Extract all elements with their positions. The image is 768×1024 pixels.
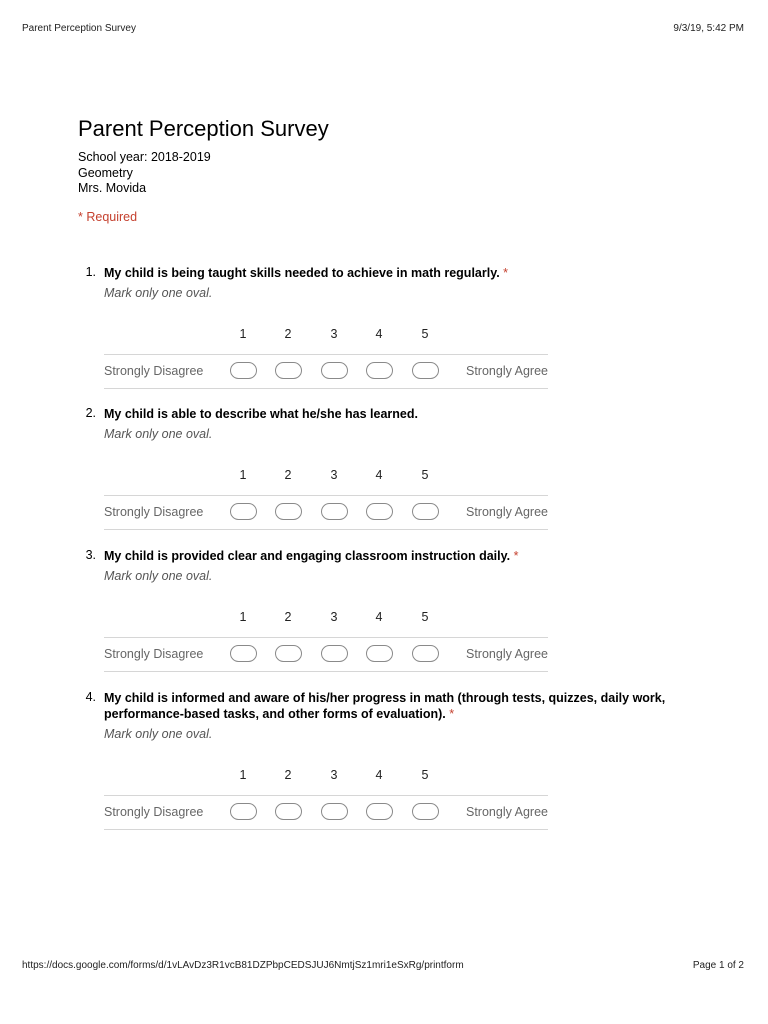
question-label: My child is provided clear and engaging classroom instruction daily.	[104, 549, 511, 563]
scale-numbers	[0, 327, 768, 343]
scale-number: 5	[421, 327, 429, 341]
scale-option-oval-4[interactable]	[366, 803, 393, 820]
scale-numbers	[0, 468, 768, 484]
description-line-school-year: School year: 2018-2019	[78, 150, 211, 164]
print-header-timestamp: 9/3/19, 5:42 PM	[673, 23, 744, 34]
scale-option-oval-2[interactable]	[275, 503, 302, 520]
scale-number: 1	[239, 468, 247, 482]
linear-scale-row	[104, 637, 548, 672]
description-line-course: Geometry	[78, 165, 133, 180]
scale-number: 4	[375, 327, 383, 341]
scale-option-oval-3[interactable]	[321, 503, 348, 520]
question-hint: Mark only one oval.	[104, 727, 213, 741]
scale-low-label: Strongly Disagree	[104, 805, 204, 819]
scale-option-oval-5[interactable]	[412, 645, 439, 662]
description-line-teacher: Mrs. Movida	[78, 181, 147, 195]
scale-option-oval-3[interactable]	[321, 645, 348, 662]
question-number: 2.	[85, 406, 96, 420]
required-note: * Required	[78, 210, 138, 224]
linear-scale-row	[104, 354, 548, 389]
scale-option-oval-5[interactable]	[412, 362, 439, 379]
question-text	[104, 265, 674, 281]
form-description	[78, 150, 211, 197]
scale-low-label: Strongly Disagree	[104, 364, 204, 378]
scale-option-oval-4[interactable]	[366, 362, 393, 379]
scale-option-oval-5[interactable]	[412, 803, 439, 820]
scale-number: 4	[375, 468, 383, 482]
print-footer-url: https://docs.google.com/forms/d/1vLAvDz3R1vcB81DZPbpCEDSJUJ6NmtjSz1mri1eSxRg/printform	[22, 960, 464, 971]
question-text	[104, 548, 674, 564]
scale-option-oval-2[interactable]	[275, 803, 302, 820]
scale-number: 3	[330, 327, 338, 341]
scale-option-oval-1[interactable]	[230, 803, 257, 820]
linear-scale-row	[104, 795, 548, 830]
question-text	[104, 406, 674, 422]
scale-option-oval-5[interactable]	[412, 503, 439, 520]
scale-number: 3	[330, 468, 338, 482]
required-asterisk: *	[499, 266, 509, 280]
scale-number: 5	[421, 468, 429, 482]
question-label: My child is informed and aware of his/her progress in math (through tests, quizzes, daily work, performance-based tasks, and other forms of evaluation).	[104, 691, 666, 721]
scale-option-oval-1[interactable]	[230, 503, 257, 520]
print-footer-page: Page 1 of 2	[692, 960, 744, 971]
scale-number: 1	[239, 768, 247, 782]
scale-numbers	[0, 610, 768, 626]
form-title: Parent Perception Survey	[78, 116, 329, 141]
scale-option-oval-1[interactable]	[230, 362, 257, 379]
scale-high-label: Strongly Agree	[466, 647, 548, 661]
scale-number: 4	[375, 768, 383, 782]
question-number: 4.	[85, 690, 96, 704]
scale-low-label: Strongly Disagree	[104, 505, 204, 519]
scale-high-label: Strongly Agree	[466, 805, 548, 819]
scale-number: 2	[284, 768, 292, 782]
scale-number: 2	[284, 327, 292, 341]
scale-high-label: Strongly Agree	[466, 505, 548, 519]
scale-number: 5	[421, 768, 429, 782]
scale-number: 2	[284, 468, 292, 482]
scale-option-oval-4[interactable]	[366, 645, 393, 662]
question-label: My child is able to describe what he/she has learned.	[104, 407, 418, 421]
scale-high-label: Strongly Agree	[466, 364, 548, 378]
question-hint: Mark only one oval.	[104, 286, 213, 300]
scale-number: 3	[330, 610, 338, 624]
scale-option-oval-3[interactable]	[321, 803, 348, 820]
scale-number: 1	[239, 610, 247, 624]
scale-option-oval-4[interactable]	[366, 503, 393, 520]
question-label: My child is being taught skills needed to achieve in math regularly.	[104, 266, 500, 280]
question-text	[104, 690, 674, 722]
question-hint: Mark only one oval.	[104, 427, 213, 441]
scale-option-oval-2[interactable]	[275, 362, 302, 379]
question-number: 3.	[85, 548, 96, 562]
linear-scale-row	[104, 495, 548, 530]
scale-number: 3	[330, 768, 338, 782]
scale-option-oval-1[interactable]	[230, 645, 257, 662]
scale-number: 2	[284, 610, 292, 624]
scale-option-oval-2[interactable]	[275, 645, 302, 662]
required-asterisk: *	[510, 549, 519, 563]
question-number: 1.	[85, 265, 96, 279]
scale-option-oval-3[interactable]	[321, 362, 348, 379]
print-header-title: Parent Perception Survey	[22, 23, 136, 34]
required-asterisk: *	[445, 707, 455, 721]
scale-number: 4	[375, 610, 383, 624]
scale-number: 1	[239, 327, 247, 341]
question-hint: Mark only one oval.	[104, 569, 213, 583]
scale-low-label: Strongly Disagree	[104, 647, 204, 661]
scale-number: 5	[421, 610, 429, 624]
scale-numbers	[0, 768, 768, 784]
